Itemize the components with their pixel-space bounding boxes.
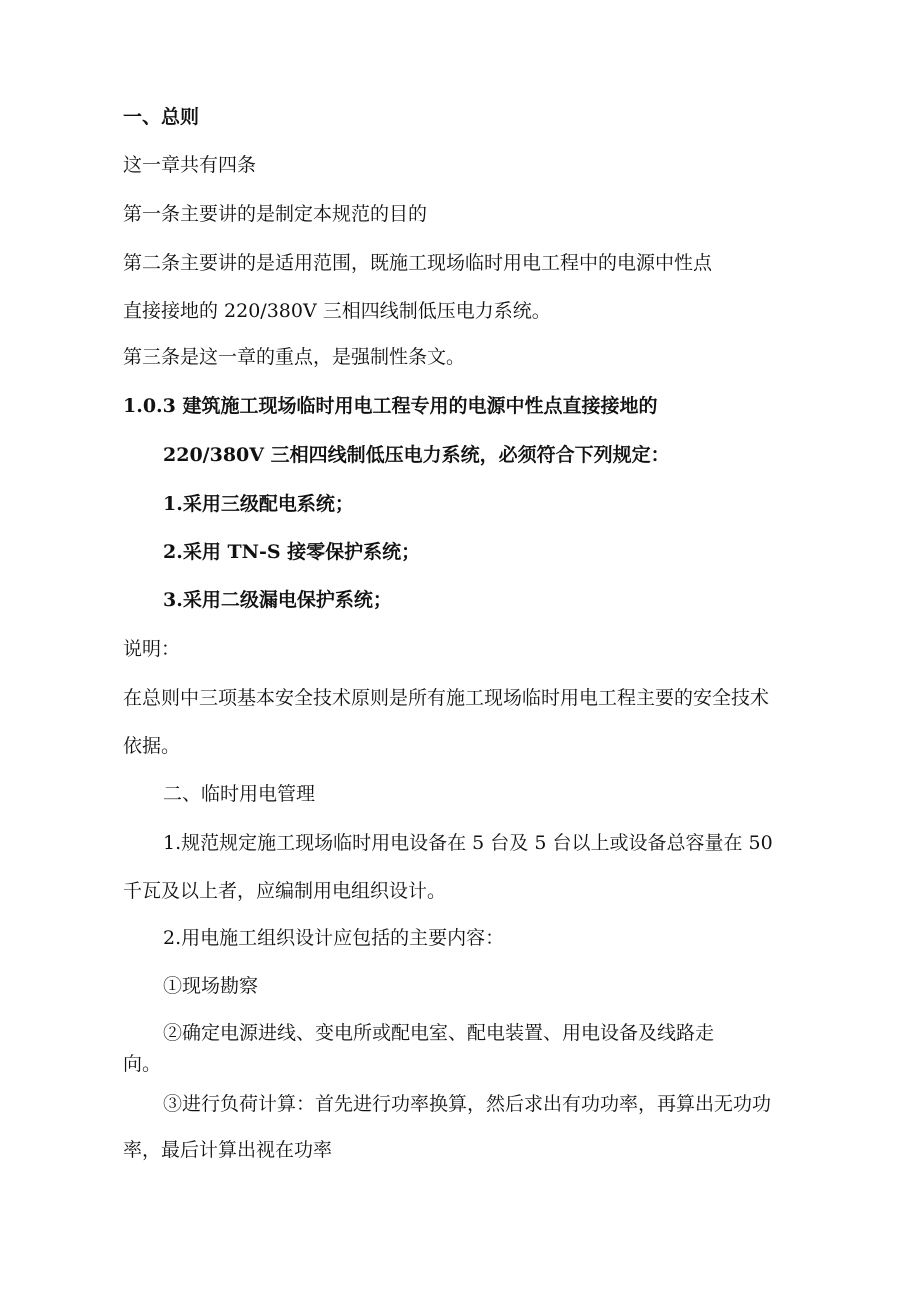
paragraph-article-two-line2: 直接接地的 220/380V 三相四线制低压电力系统。: [123, 300, 551, 322]
paragraph-chapter-summary: 这一章共有四条: [123, 154, 257, 176]
note-text-line1: 在总则中三项基本安全技术原则是所有施工现场临时用电工程主要的安全技术: [123, 687, 770, 709]
section-heading-general: 一、总则: [123, 106, 200, 128]
sub-item-3-line1: ③进行负荷计算：首先进行功率换算，然后求出有功功率，再算出无功功: [163, 1093, 772, 1115]
item-2: 2.用电施工组织设计应包括的主要内容：: [163, 927, 505, 949]
clause-1-0-3-line1: 1.0.3 建筑施工现场临时用电工程专用的电源中性点直接接地的: [123, 395, 658, 417]
sub-item-3-line2: 率，最后计算出视在功率: [123, 1139, 333, 1161]
item-1-line1: 1.规范规定施工现场临时用电设备在 5 台及 5 台以上或设备总容量在 50: [163, 832, 773, 854]
rule-item-1: 1.采用三级配电系统；: [163, 493, 354, 515]
item-1-line2: 千瓦及以上者，应编制用电组织设计。: [123, 880, 447, 902]
note-label: 说明：: [123, 638, 181, 660]
paragraph-article-three: 第三条是这一章的重点，是强制性条文。: [123, 346, 466, 368]
note-text-line2: 依据。: [123, 735, 181, 757]
sub-item-1: ①现场勘察: [163, 975, 259, 997]
clause-1-0-3-line2: 220/380V 三相四线制低压电力系统，必须符合下列规定：: [163, 444, 670, 466]
rule-item-2: 2.采用 TN-S 接零保护系统；: [163, 541, 421, 563]
paragraph-article-one: 第一条主要讲的是制定本规范的目的: [123, 203, 428, 225]
sub-item-2-line2: 向。: [123, 1053, 162, 1075]
sub-item-2-line1: ②确定电源进线、变电所或配电室、配电装置、用电设备及线路走: [163, 1022, 715, 1044]
paragraph-article-two-line1: 第二条主要讲的是适用范围，既施工现场临时用电工程中的电源中性点: [123, 252, 713, 274]
section-heading-management: 二、临时用电管理: [163, 783, 316, 805]
rule-item-3: 3.采用二级漏电保护系统；: [163, 589, 392, 611]
